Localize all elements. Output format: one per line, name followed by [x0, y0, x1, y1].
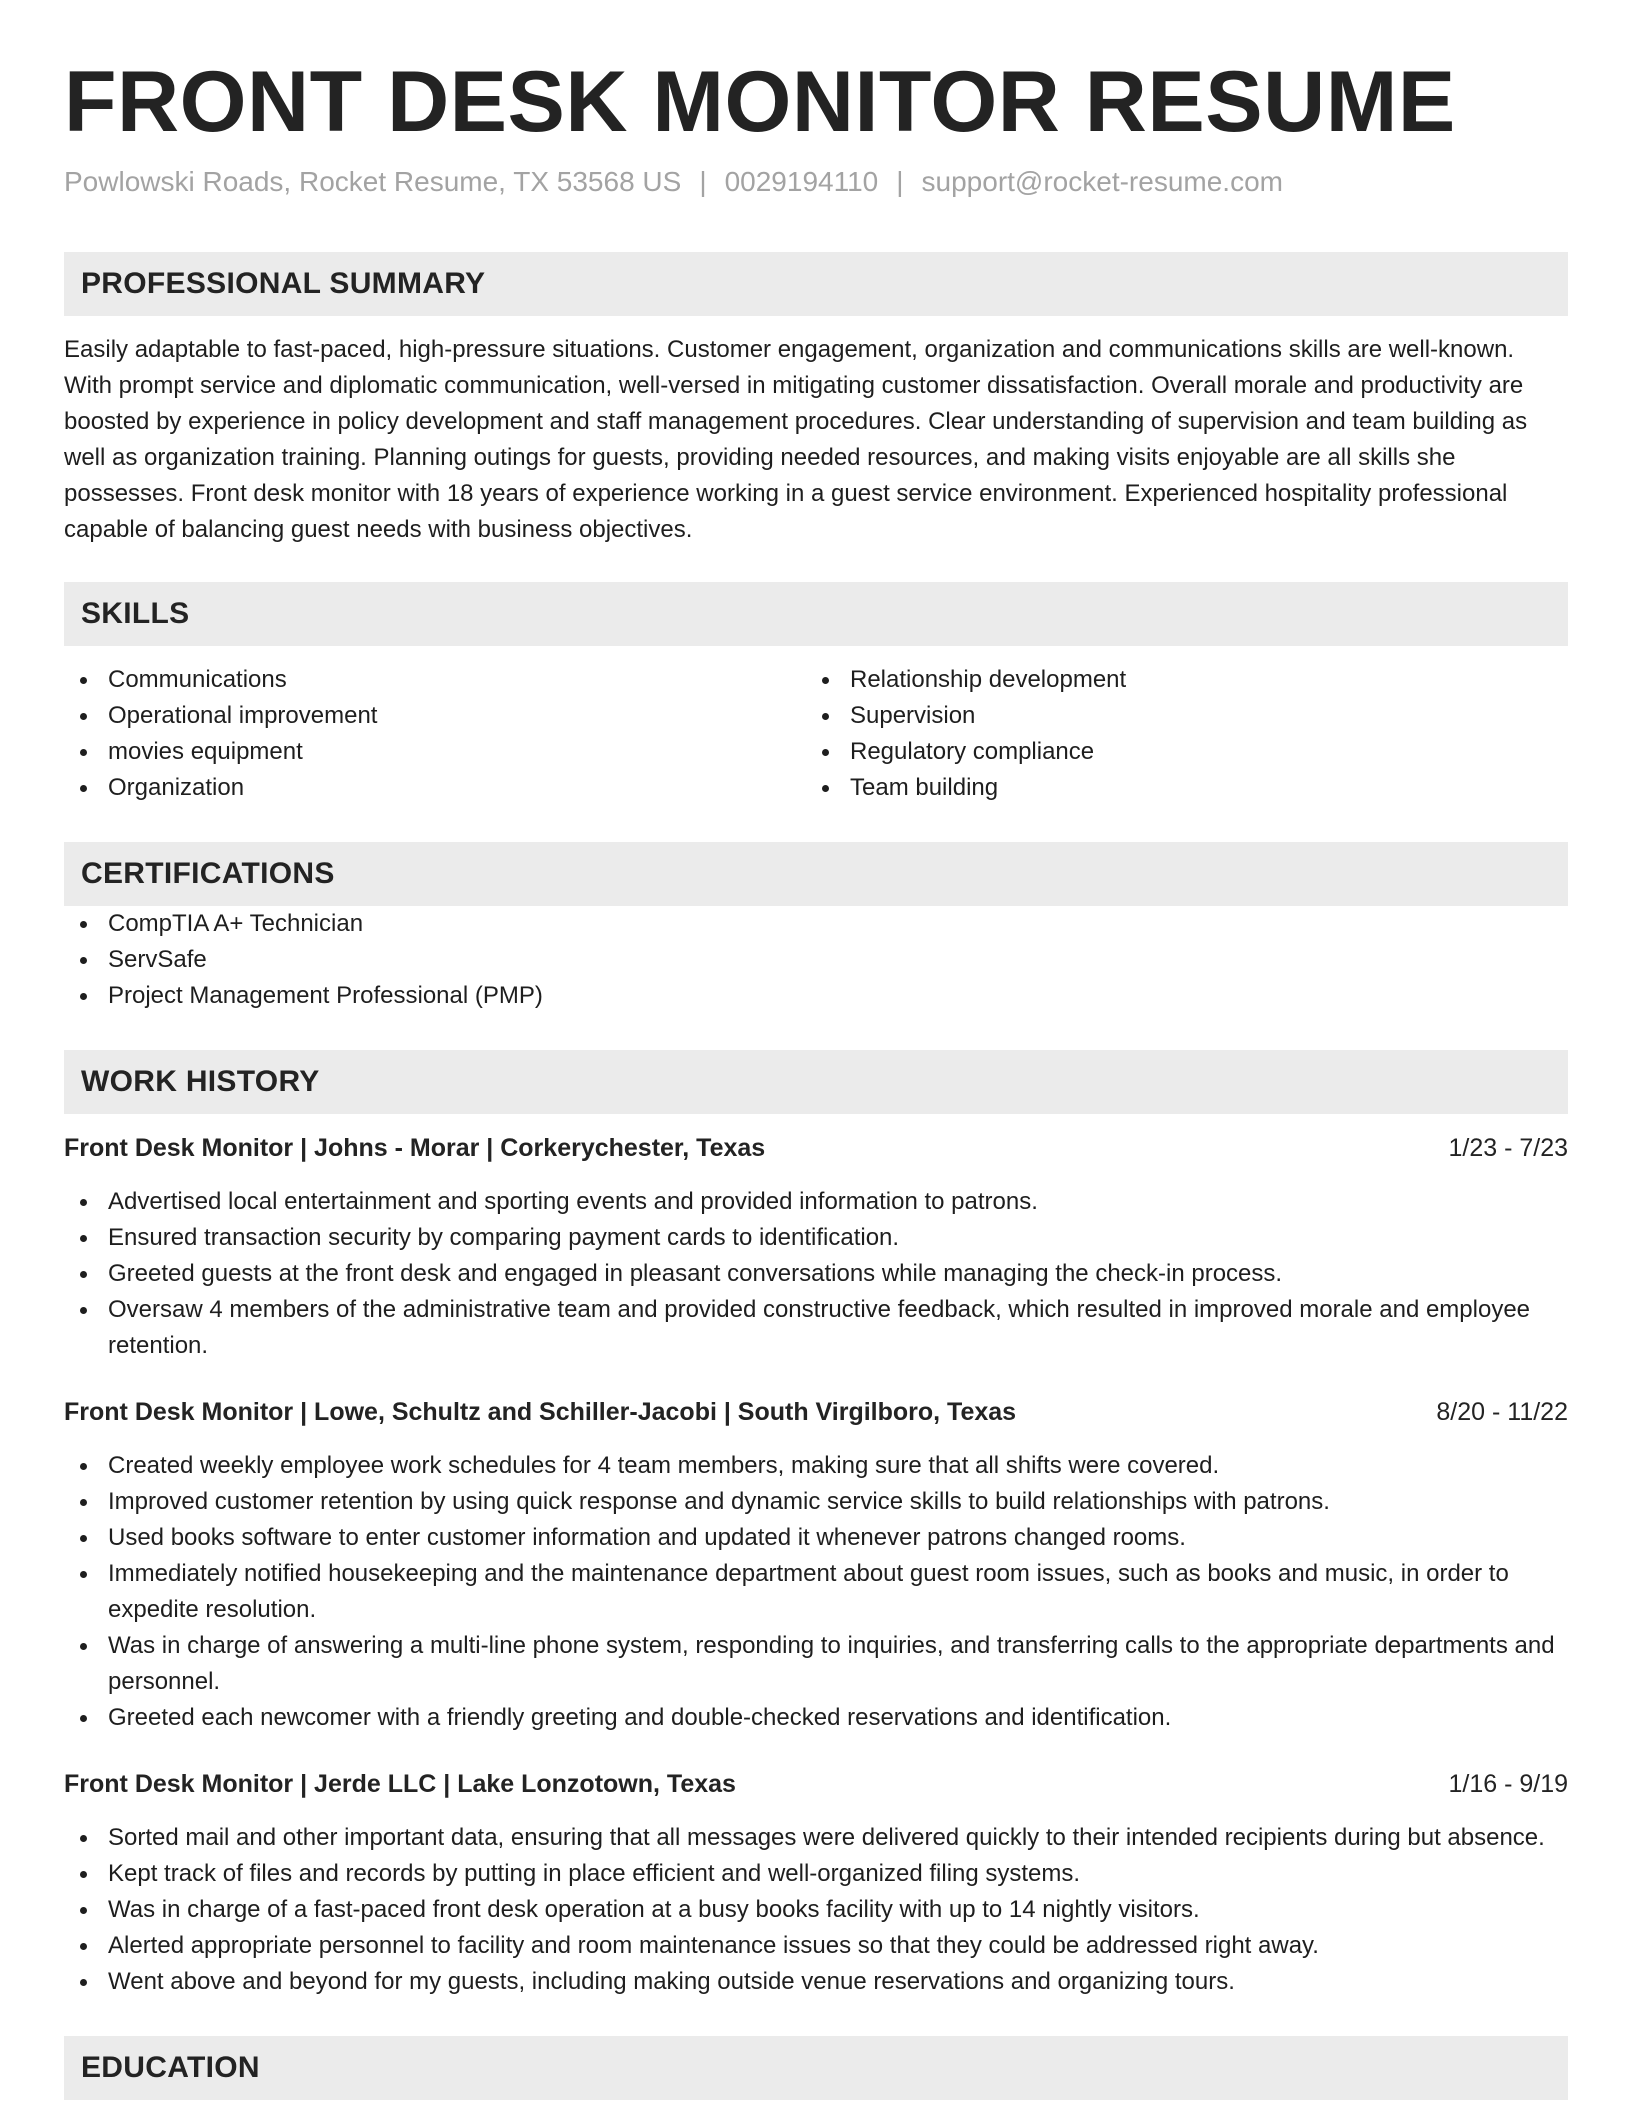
bullet-icon [80, 1571, 87, 1578]
list-item [806, 698, 1548, 734]
bullet-icon [80, 1463, 87, 1470]
list-item-text: Used books software to enter customer information and updated it whenever patrons changed rooms. [108, 1524, 1186, 1551]
skills-columns [64, 662, 1568, 806]
bullet-icon [822, 677, 829, 684]
list-item [64, 1520, 1568, 1556]
list-item-text: Organization [108, 774, 245, 801]
job-dates: 1/16 - 9/19 [1448, 1770, 1568, 1798]
bullet-icon [80, 1835, 87, 1842]
list-item-text: ServSafe [108, 946, 207, 973]
section-header-summary [64, 252, 1568, 316]
list-item-text: Was in charge of a fast-paced front desk operation at a busy books facility with up to 14 nightly visitors. [108, 1896, 1200, 1923]
bullet-icon [80, 1535, 87, 1542]
list-item-text: Ensured transaction security by comparing payment cards to identification. [108, 1224, 900, 1251]
list-item [64, 1256, 1568, 1292]
job-bullets [64, 1448, 1568, 1736]
list-item-text: Improved customer retention by using quick response and dynamic service skills to build relationships with patrons. [108, 1488, 1330, 1515]
certifications-list [64, 906, 1568, 1014]
list-item-text: Created weekly employee work schedules for 4 team members, making sure that all shifts were covered. [108, 1452, 1220, 1479]
job-bullets [64, 1184, 1568, 1364]
list-item [64, 734, 806, 770]
bullet-icon [822, 785, 829, 792]
job-dates: 8/20 - 11/22 [1436, 1398, 1568, 1426]
bullet-icon [80, 713, 87, 720]
list-item [64, 1292, 1568, 1364]
bullet-icon [80, 993, 87, 1000]
job-entry [64, 1766, 1568, 2000]
bullet-icon [80, 1499, 87, 1506]
contact-email: support@rocket-resume.com [921, 166, 1283, 197]
list-item [64, 698, 806, 734]
list-item-text: Immediately notified housekeeping and the maintenance department about guest room issues, such as books and music, in order to expedite resolution. [108, 1560, 1509, 1623]
contact-line [64, 164, 1568, 200]
bullet-icon [822, 749, 829, 756]
bullet-icon [80, 677, 87, 684]
list-item-text: Oversaw 4 members of the administrative team and provided constructive feedback, which resulted in improved morale and employee retention. [108, 1296, 1531, 1359]
list-item-text: Kept track of files and records by putting in place efficient and well-organized filing systems. [108, 1860, 1081, 1887]
section-header-certifications [64, 842, 1568, 906]
contact-separator: | [896, 166, 904, 197]
list-item-text: Alerted appropriate personnel to facility and room maintenance issues so that they could be addressed right away. [108, 1932, 1319, 1959]
list-item [64, 1856, 1568, 1892]
list-item [64, 1556, 1568, 1628]
list-item [64, 1820, 1568, 1856]
list-item [64, 1220, 1568, 1256]
bullet-icon [80, 957, 87, 964]
list-item [64, 906, 1568, 942]
job-entry [64, 1394, 1568, 1736]
job-header [64, 1766, 1568, 1802]
section-heading: PROFESSIONAL SUMMARY [81, 267, 486, 300]
list-item [64, 1964, 1568, 2000]
list-item [64, 1928, 1568, 1964]
list-item [64, 978, 1568, 1014]
list-item-text: Regulatory compliance [850, 738, 1095, 765]
bullet-icon [80, 921, 87, 928]
list-item [64, 662, 806, 698]
list-item-text: Was in charge of answering a multi-line phone system, responding to inquiries, and transferring calls to the appropriate departments and personnel. [108, 1632, 1555, 1695]
list-item [64, 1448, 1568, 1484]
list-item [64, 942, 1568, 978]
list-item [806, 770, 1548, 806]
list-item-text: Communications [108, 666, 287, 693]
list-item-text: Team building [850, 774, 999, 801]
list-item-text: Went above and beyond for my guests, including making outside venue reservations and organizing tours. [108, 1968, 1235, 1995]
bullet-icon [80, 1199, 87, 1206]
bullet-icon [822, 713, 829, 720]
list-item [806, 734, 1548, 770]
section-header-education [64, 2036, 1568, 2100]
contact-separator: | [699, 166, 707, 197]
bullet-icon [80, 1907, 87, 1914]
bullet-icon [80, 1235, 87, 1242]
job-bullets [64, 1820, 1568, 2000]
section-heading: SKILLS [81, 597, 190, 630]
list-item-text: movies equipment [108, 738, 303, 765]
job-header [64, 1130, 1568, 1166]
summary-text: Easily adaptable to fast-paced, high-pressure situations. Customer engagement, organization and communications skills are well-known. With prompt service and diplomatic communication, well-versed in mitigating customer dissatisfaction. Overall morale and productivity are boosted by experience in policy development and staff management procedures. Clear understanding of supervision and team building as well as organization training. Planning outings for guests, providing needed resources, and making visits enjoyable are all skills she possesses. Front desk monitor with 18 years of experience working in a guest service environment. Experienced hospitality professional capable of balancing guest needs with business objectives. [64, 336, 1528, 543]
list-item-text: Greeted each newcomer with a friendly greeting and double-checked reservations and identification. [108, 1704, 1172, 1731]
list-item-text: Relationship development [850, 666, 1127, 693]
bullet-icon [80, 1643, 87, 1650]
job-title: Front Desk Monitor | Jerde LLC | Lake Lonzotown, Texas [64, 1770, 736, 1798]
bullet-icon [80, 1979, 87, 1986]
list-item [64, 1700, 1568, 1736]
list-item-text: CompTIA A+ Technician [108, 910, 364, 937]
list-item-text: Supervision [850, 702, 976, 729]
section-heading: CERTIFICATIONS [81, 857, 335, 890]
bullet-icon [80, 785, 87, 792]
list-item [64, 1484, 1568, 1520]
bullet-icon [80, 1715, 87, 1722]
job-title: Front Desk Monitor | Lowe, Schultz and Schiller-Jacobi | South Virgilboro, Texas [64, 1398, 1017, 1426]
resume-page [64, 52, 1568, 2100]
bullet-icon [80, 749, 87, 756]
list-item [64, 1892, 1568, 1928]
contact-address: Powlowski Roads, Rocket Resume, TX 53568 US [64, 166, 682, 197]
bullet-icon [80, 1307, 87, 1314]
list-item-text: Operational improvement [108, 702, 378, 729]
list-item [64, 1184, 1568, 1220]
list-item-text: Project Management Professional (PMP) [108, 982, 543, 1009]
job-title: Front Desk Monitor | Johns - Morar | Corkerychester, Texas [64, 1134, 766, 1162]
work-history-jobs [64, 1130, 1568, 2000]
bullet-icon [80, 1271, 87, 1278]
job-header [64, 1394, 1568, 1430]
section-header-skills [64, 582, 1568, 646]
section-heading: EDUCATION [81, 2051, 260, 2084]
list-item [806, 662, 1548, 698]
section-header-work-history [64, 1050, 1568, 1114]
job-entry [64, 1130, 1568, 1364]
section-heading: WORK HISTORY [81, 1065, 320, 1098]
list-item-text: Advertised local entertainment and sporting events and provided information to patrons. [108, 1188, 1038, 1215]
job-dates: 1/23 - 7/23 [1448, 1134, 1568, 1162]
list-item-text: Greeted guests at the front desk and engaged in pleasant conversations while managing the check-in process. [108, 1260, 1283, 1287]
bullet-icon [80, 1943, 87, 1950]
list-item [64, 1628, 1568, 1700]
contact-phone: 0029194110 [724, 166, 879, 197]
skills-list-left [64, 662, 806, 806]
bullet-icon [80, 1871, 87, 1878]
resume-title: FRONT DESK MONITOR RESUME [64, 54, 1456, 150]
list-item-text: Sorted mail and other important data, ensuring that all messages were delivered quickly to their intended recipients during but absence. [108, 1824, 1545, 1851]
skills-list-right [806, 662, 1548, 806]
list-item [64, 770, 806, 806]
